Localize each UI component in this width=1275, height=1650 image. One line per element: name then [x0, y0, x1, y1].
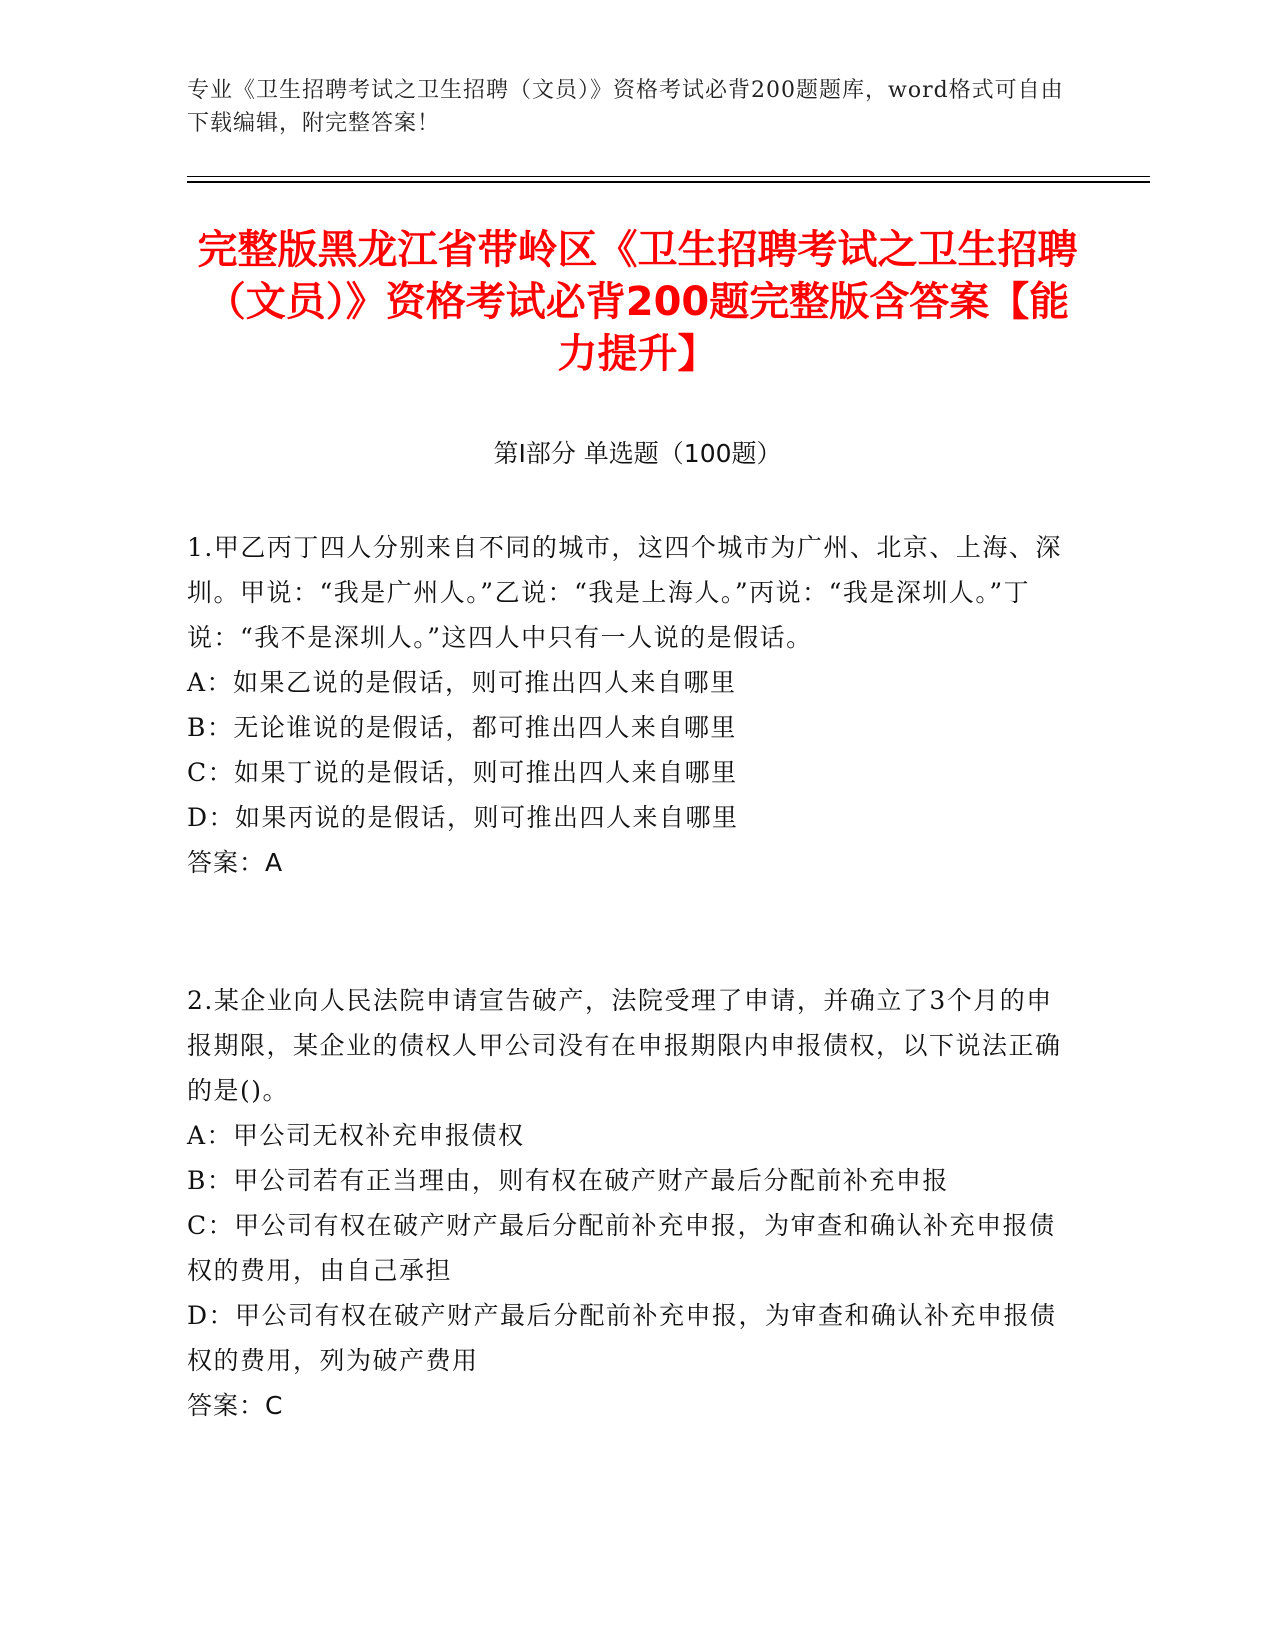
answer-line: 答案：C: [187, 1391, 284, 1420]
header-note: 专业《卫生招聘考试之卫生招聘（文员）》资格考试必背200题题库，word格式可自由下载编辑，附完整答案！: [187, 78, 1064, 136]
option-d: D：甲公司有权在破产财产最后分配前补充申报，为审查和确认补充申报债权的费用，列为破产费用: [187, 1301, 1057, 1375]
option-a: A：如果乙说的是假话，则可推出四人来自哪里: [187, 668, 737, 697]
header-rule-thick: [187, 181, 1150, 183]
option-b: B：无论谁说的是假话，都可推出四人来自哪里: [187, 713, 737, 742]
answer-line: 答案：A: [187, 848, 284, 877]
option-b: B：甲公司若有正当理由，则有权在破产财产最后分配前补充申报: [187, 1166, 949, 1195]
option-c: C：如果丁说的是假话，则可推出四人来自哪里: [187, 758, 738, 787]
header-rule-thin: [187, 176, 1150, 177]
question-1: [187, 525, 1067, 885]
question-stem: 1.甲乙丙丁四人分别来自不同的城市，这四个城市为广州、北京、上海、深圳。甲说：“我是广州人。”乙说：“我是上海人。”丙说：“我是深圳人。”丁说：“我不是深圳人。”这四人中只有一人说的是假话。: [187, 533, 1062, 652]
section-heading: 第Ⅰ部分 单选题（100题）: [493, 439, 782, 468]
question-2: [187, 978, 1067, 1428]
question-stem: 2.某企业向人民法院申请宣告破产，法院受理了申请，并确立了3个月的申报期限，某企业的债权人甲公司没有在申报期限内申报债权，以下说法正确的是()。: [187, 986, 1062, 1105]
option-c: C：甲公司有权在破产财产最后分配前补充申报，为审查和确认补充申报债权的费用，由自己承担: [187, 1211, 1056, 1285]
document-title: 完整版黑龙江省带岭区《卫生招聘考试之卫生招聘（文员）》资格考试必背200题完整版含答案【能力提升】: [197, 227, 1078, 377]
option-d: D：如果丙说的是假话，则可推出四人来自哪里: [187, 803, 739, 832]
option-a: A：甲公司无权补充申报债权: [187, 1121, 525, 1150]
